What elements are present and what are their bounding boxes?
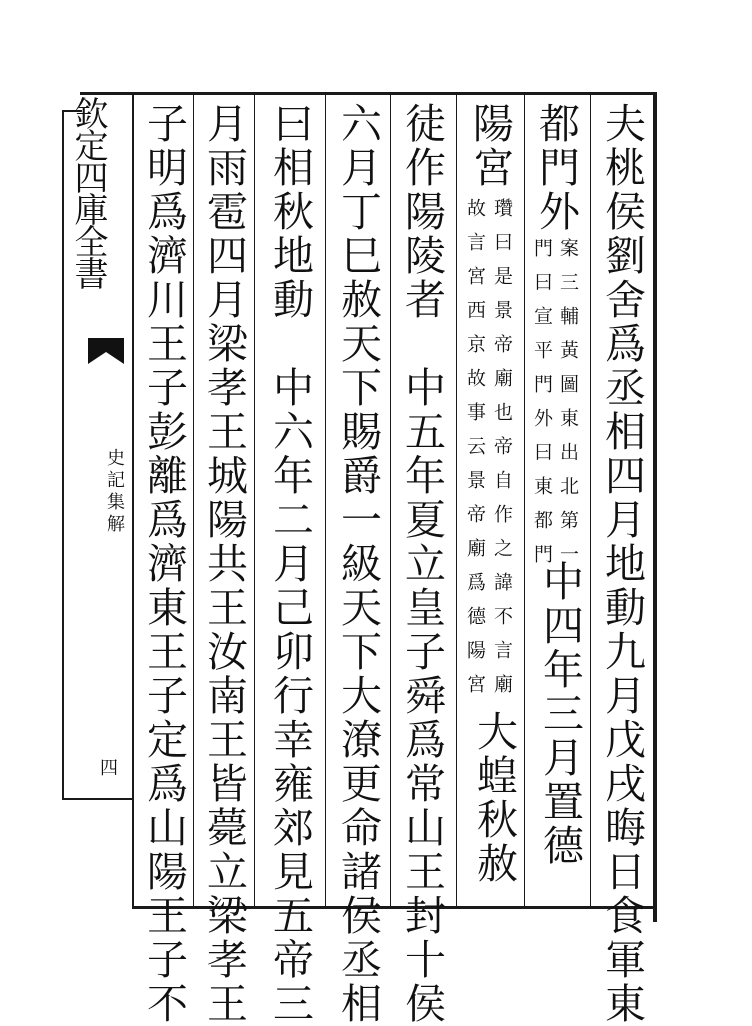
text-line-4: 徒作陽陵者 中五年夏立皇子舜爲常山王封十侯: [398, 102, 446, 1026]
inner-border-left: [132, 92, 134, 908]
column-divider: [524, 95, 525, 906]
top-border: [80, 92, 657, 95]
column-divider: [254, 95, 255, 906]
column-divider: [193, 95, 194, 906]
column-divider: [390, 95, 391, 906]
text-line-8: 子明爲濟川王子彭離爲濟東王子定爲山陽王子不: [140, 102, 188, 1026]
text-line-3-head: 陽宮: [466, 102, 514, 190]
margin-bottom-border: [62, 798, 134, 800]
annotation-2a: 案三輔黃圖東出北第一: [557, 238, 579, 578]
fish-tail-ornament: [88, 338, 124, 364]
page-number: 四: [100, 758, 118, 779]
text-line-3-tail: 大蝗秋赦: [470, 710, 518, 886]
text-line-1: 夫桃侯劉舍爲丞相四月地動九月戊戌晦日食軍東: [598, 102, 646, 1026]
column-divider: [325, 95, 326, 906]
text-line-7: 月雨雹四月梁孝王城陽共王汝南王皆薨立梁孝王: [200, 102, 248, 1026]
annotation-2b: 門曰宣平門外曰東都門: [531, 238, 553, 578]
outer-border-right: [653, 92, 657, 922]
margin-border-left: [62, 110, 64, 800]
column-divider: [590, 95, 591, 906]
text-line-5: 六月丁巳赦天下賜爵一級天下大潦更命諸侯丞相: [334, 102, 382, 1026]
text-line-2-tail: 中四年三月置德: [536, 560, 584, 868]
text-line-2-head: 都門外: [532, 102, 580, 234]
book-name: 史記集解: [104, 448, 125, 536]
text-line-6: 曰相秋地動 中六年二月己卯行幸雍郊見五帝三: [266, 102, 314, 1026]
column-divider: [456, 95, 457, 906]
collection-title: 欽定四庫全書: [68, 96, 108, 288]
annotation-3a: 瓚曰是景帝廟也帝自作之諱不言廟: [491, 198, 513, 708]
annotation-3b: 故言宮西京故事云景帝廟爲德陽宮: [464, 198, 486, 708]
